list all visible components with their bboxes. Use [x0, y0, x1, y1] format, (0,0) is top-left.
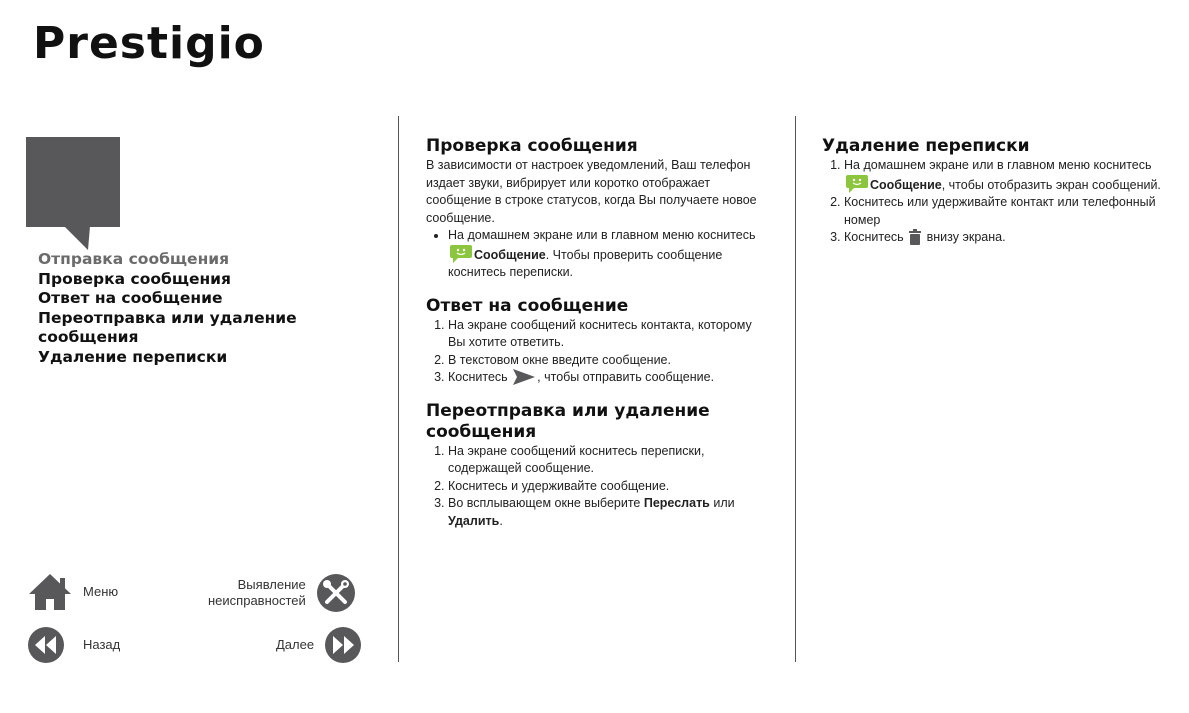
message-icon [450, 245, 472, 263]
home-icon [27, 572, 73, 612]
list-item: 3. Коснитесь внизу экрана. [844, 229, 1162, 247]
fast-forward-icon [324, 626, 362, 664]
toc-item-delete[interactable]: Удаление переписки [38, 347, 228, 366]
next-label: Далее [276, 637, 315, 652]
section-resend [426, 401, 766, 531]
section-title: Переотправка или удаление сообщения [426, 400, 710, 442]
toc [38, 250, 378, 367]
list-item: 1. На экране сообщений коснитесь переписки, содержащей сообщение. [448, 443, 766, 478]
section-reply [426, 296, 766, 387]
menu-label: Меню [83, 584, 119, 599]
back-label: Назад [83, 637, 121, 652]
toc-item-send[interactable]: Отправка сообщения [38, 250, 230, 268]
section-intro: В зависимости от настроек уведомлений, Ваш телефон издает звуки, вибрирует или коротко отображает сообщение в строке статусов, когда Вы получаете новое сообщение. [426, 158, 757, 225]
list-item: 1. На домашнем экране или в главном меню коснитесь Сообщение, чтобы отобразить экран сообщений. [844, 157, 1162, 194]
list-item: 2. Коснитесь или удерживайте контакт или телефонный номер [844, 194, 1162, 229]
brand-logo: Prestigio [33, 18, 265, 69]
list-item: 2. В текстовом окне введите сообщение. [448, 352, 766, 370]
middle-column [426, 136, 766, 544]
trash-icon [909, 229, 921, 245]
list-item: 2. Коснитесь и удерживайте сообщение. [448, 478, 766, 496]
section-title: Удаление переписки [822, 136, 1030, 156]
section-delete [822, 136, 1162, 247]
rewind-icon [27, 626, 65, 664]
toc-item-resend[interactable]: Переотправка или удаление сообщения [38, 308, 297, 346]
column-divider [398, 116, 399, 662]
list-item: 1. На экране сообщений коснитесь контакта, которому Вы хотите ответить. [448, 317, 766, 352]
toc-item-check[interactable]: Проверка сообщения [38, 269, 231, 288]
next-button[interactable] [276, 626, 362, 664]
list-item: 3. Коснитесь , чтобы отправить сообщение. [448, 369, 766, 387]
list-item: • На домашнем экране или в главном меню коснитесь Сообщение. Чтобы проверить сообщение коснитесь переписки. [448, 227, 766, 282]
right-column [822, 136, 1162, 261]
column-divider [795, 116, 796, 662]
message-icon [846, 175, 868, 193]
section-check [426, 136, 766, 282]
back-button[interactable] [27, 626, 120, 664]
list-item: 3. Во всплывающем окне выберите Переслать или Удалить. [448, 495, 766, 530]
troubleshoot-button[interactable] [208, 573, 356, 613]
section-title: Проверка сообщения [426, 136, 638, 156]
tools-icon [316, 573, 356, 613]
section-title: Ответ на сообщение [426, 295, 629, 316]
toc-item-reply[interactable]: Ответ на сообщение [38, 289, 223, 307]
send-icon [513, 369, 535, 385]
troubleshoot-label: Выявление неисправностей [208, 577, 306, 608]
menu-button[interactable] [27, 572, 118, 612]
